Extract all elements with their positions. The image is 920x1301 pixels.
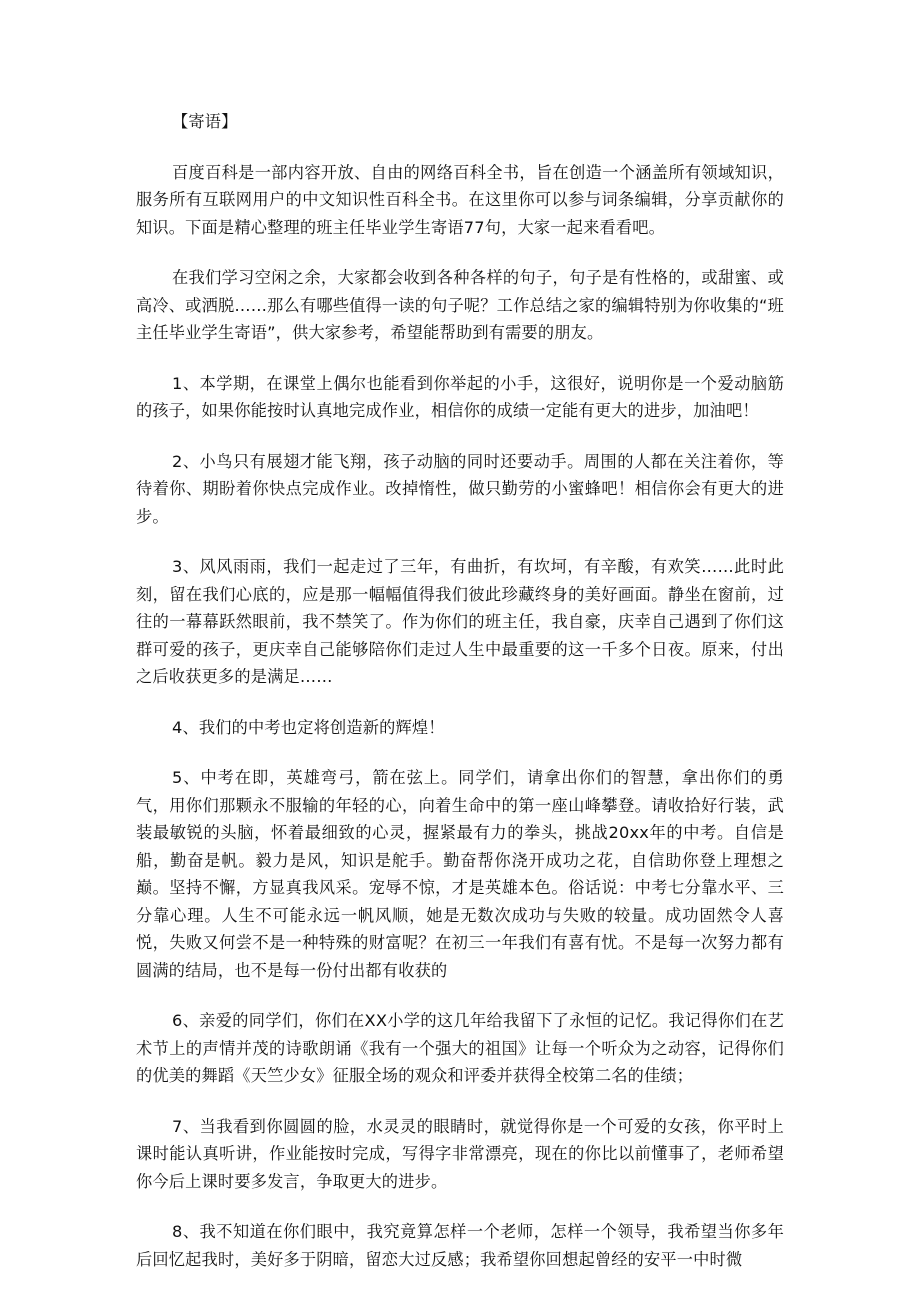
intro-paragraph: 百度百科是一部内容开放、自由的网络百科全书，旨在创造一个涵盖所有领域知识，服务所有互联网用户的中文知识性百科全书。在这里你可以参与词条编辑，分享贡献你的知识。下面是精心整理的班主任毕业学生寄语77句，大家一起来看看吧。 (136, 162, 784, 237)
document-body (136, 108, 784, 1296)
message-item-1: 1、本学期，在课堂上偶尔也能看到你举起的小手，这很好，说明你是一个爱动脑筋的孩子，如果你能按时认真地完成作业，相信你的成绩一定能有更大的进步，加油吧！ (136, 373, 784, 420)
message-item-7: 7、当我看到你圆圆的脸，水灵灵的眼睛时，就觉得你是一个可爱的女孩，你平时上课时能认真听讲，作业能按时完成，写得字非常漂亮，现在的你比以前懂事了，老师希望你今后上课时要多发言，争取更大的进步。 (136, 1116, 784, 1191)
message-item-2: 2、小鸟只有展翅才能飞翔，孩子动脑的同时还要动手。周围的人都在关注着你，等待着你、期盼着你快点完成作业。改掉惰性，做只勤劳的小蜜蜂吧！相信你会有更大的进步。 (136, 451, 784, 526)
message-item-8: 8、我不知道在你们眼中，我究竟算怎样一个老师，怎样一个领导，我希望当你多年后回忆起我时，美好多于阴暗，留恋大过反感；我希望你回想起曾经的安平一中时微 (136, 1222, 784, 1269)
section-heading: 【寄语】 (172, 112, 238, 131)
preface-paragraph: 在我们学习空闲之余，大家都会收到各种各样的句子，句子是有性格的，或甜蜜、或高冷、或洒脱……那么有哪些值得一读的句子呢？工作总结之家的编辑特别为你收集的“班主任毕业学生寄语”，供大家参考，希望能帮助到有需要的朋友。 (136, 268, 784, 342)
message-item-3: 3、风风雨雨，我们一起走过了三年，有曲折，有坎坷，有辛酸，有欢笑……此时此刻，留在我们心底的，应是那一幅幅值得我们彼此珍藏终身的美好画面。静坐在窗前，过往的一幕幕跃然眼前，我不禁笑了。作为你们的班主任，我自豪，庆幸自己遇到了你们这群可爱的孩子，更庆幸自己能够陪你们走过人生中最重要的这一千多个日夜。原来，付出之后收获更多的是满足…… (136, 557, 784, 686)
message-item-4: 4、我们的中考也定将创造新的辉煌！ (172, 717, 445, 737)
message-item-6: 6、亲爱的同学们，你们在XX小学的这几年给我留下了永恒的记忆。我记得你们在艺术节上的声情并茂的诗歌朗诵《我有一个强大的祖国》让每一个听众为之动容，记得你们的优美的舞蹈《天竺少女》征服全场的观众和评委并获得全校第二名的佳绩； (136, 1011, 784, 1085)
message-item-5: 5、中考在即，英雄弯弓，箭在弦上。同学们，请拿出你们的智慧，拿出你们的勇气，用你们那颗永不服输的年轻的心，向着生命中的第一座山峰攀登。请收拾好行装，武装最敏锐的头脑，怀着最细致的心灵，握紧最有力的拳头，挑战20xx年的中考。自信是船，勤奋是帆。毅力是风，知识是舵手。勤奋帮你浇开成功之花，自信助你登上理想之巅。坚持不懈，方显真我风采。宠辱不惊，才是英雄本色。俗话说：中考七分靠水平、三分靠心理。人生不可能永远一帆风顺，她是无数次成功与失败的较量。成功固然令人喜悦，失败又何尝不是一种特殊的财富呢？在初三一年我们有喜有忧。不是每一次努力都有圆满的结局，也不是每一份付出都有收获的 (136, 768, 784, 980)
